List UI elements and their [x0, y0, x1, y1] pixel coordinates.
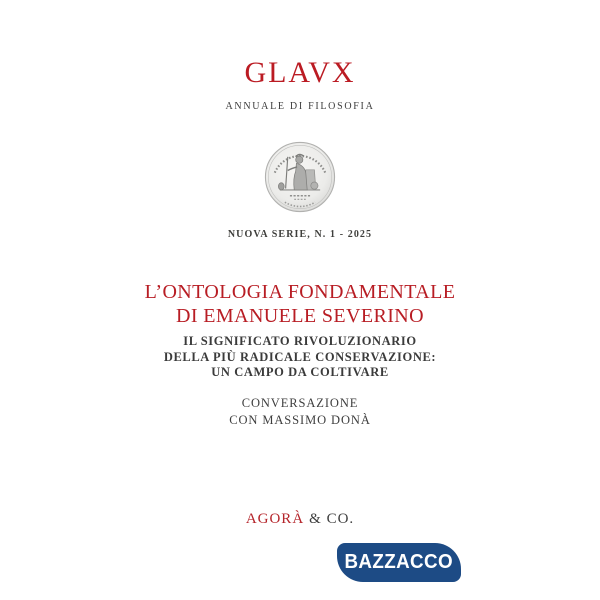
issue-subtitle: [0, 334, 600, 381]
publisher-name: AGORÀ: [245, 511, 305, 527]
minerva-medallion-icon: [264, 141, 336, 213]
issue-title-line2: DI EMANUELE SEVERINO: [176, 305, 424, 327]
issue-subtitle-line2: DELLA PIÙ RADICALE CONSERVAZIONE:: [163, 349, 437, 364]
publisher: [0, 511, 600, 528]
byline-line1: CONVERSAZIONE: [241, 396, 359, 410]
issue-subtitle-line3: UN CAMPO DA COLTIVARE: [211, 365, 389, 379]
journal-title: GLAVX: [244, 56, 356, 89]
bazzacco-banner-label: BAZZACCO: [344, 551, 454, 573]
bazzacco-banner: [337, 543, 461, 582]
byline-line2: CON MASSIMO DONÀ: [229, 412, 371, 427]
journal-subtitle: ANNUALE DI FILOSOFIA: [225, 101, 375, 112]
issue-title-line1: L’ONTOLOGIA FONDAMENTALE: [144, 281, 456, 303]
issue-title: [0, 280, 600, 328]
publisher-suffix: & CO.: [309, 511, 355, 527]
issue-subtitle-line1: IL SIGNIFICATO RIVOLUZIONARIO: [183, 334, 417, 348]
series-number: NUOVA SERIE, N. 1 - 2025: [227, 229, 373, 240]
conversation-byline: [0, 395, 600, 428]
